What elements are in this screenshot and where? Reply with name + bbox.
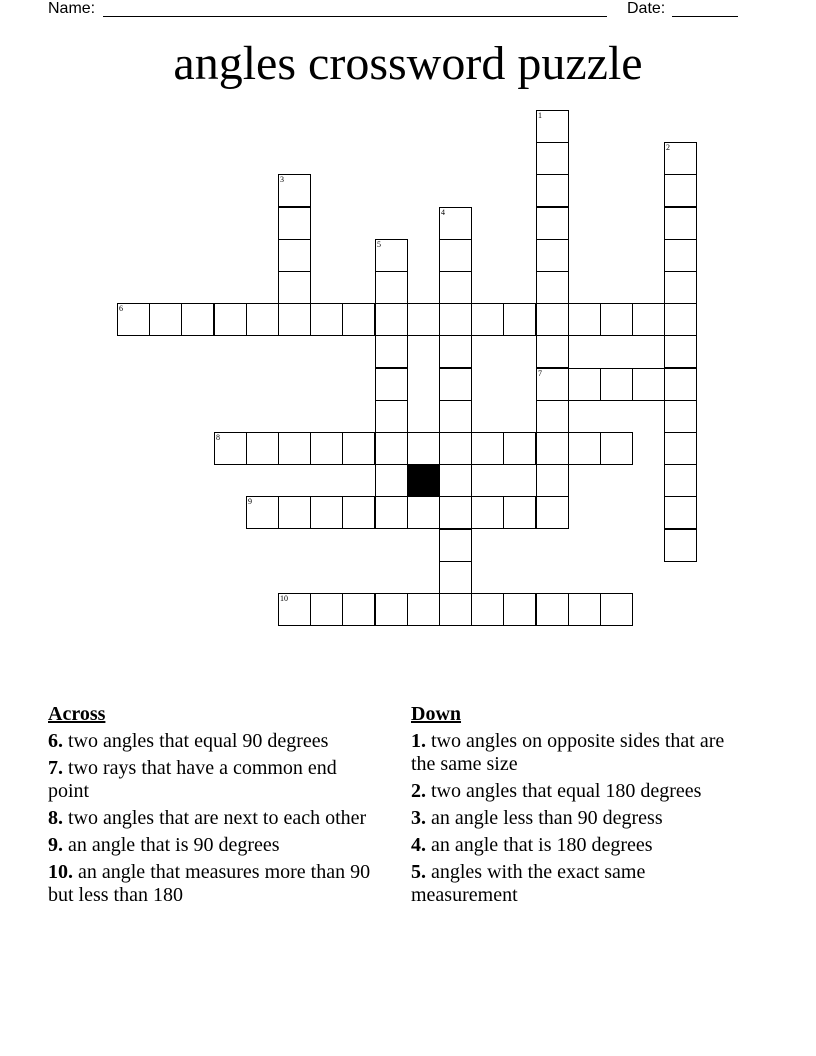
crossword-cell[interactable] bbox=[375, 303, 408, 336]
crossword-cell[interactable] bbox=[375, 464, 408, 497]
clue-text: an angle that measures more than 90 but less than 180 bbox=[48, 861, 371, 906]
clue-text: two angles on opposite sides that are the same size bbox=[411, 730, 725, 775]
clue-number-label: 4 bbox=[441, 208, 445, 217]
crossword-cell[interactable] bbox=[471, 593, 504, 626]
clue-number-label: 6 bbox=[119, 304, 123, 313]
clue-across-9 bbox=[48, 834, 378, 857]
clue-number-label: 2 bbox=[666, 143, 670, 152]
crossword-cell[interactable] bbox=[439, 593, 472, 626]
crossword-cell[interactable] bbox=[664, 529, 697, 562]
crossword-cell[interactable] bbox=[536, 496, 569, 529]
crossword-cell[interactable] bbox=[342, 593, 375, 626]
crossword-cell[interactable] bbox=[278, 432, 311, 465]
crossword-cell[interactable] bbox=[536, 110, 569, 143]
clue-text: two angles that equal 90 degrees bbox=[63, 730, 329, 752]
crossword-cell[interactable] bbox=[664, 207, 697, 240]
crossword-cell[interactable] bbox=[375, 496, 408, 529]
crossword-cell[interactable] bbox=[536, 142, 569, 175]
name-label: Name: bbox=[48, 0, 96, 17]
crossword-cell[interactable] bbox=[600, 593, 633, 626]
crossword-cell[interactable] bbox=[536, 239, 569, 272]
crossword-cell[interactable] bbox=[407, 593, 440, 626]
clue-number: 6. bbox=[48, 730, 63, 752]
crossword-cell[interactable] bbox=[503, 593, 536, 626]
crossword-cell[interactable] bbox=[664, 496, 697, 529]
crossword-cell[interactable] bbox=[568, 593, 601, 626]
clue-number: 5. bbox=[411, 861, 426, 883]
crossword-cell[interactable] bbox=[664, 142, 697, 175]
clue-text: an angle that is 180 degrees bbox=[426, 834, 653, 856]
crossword-cell[interactable] bbox=[439, 303, 472, 336]
clue-number: 10. bbox=[48, 861, 73, 883]
crossword-cell[interactable] bbox=[342, 496, 375, 529]
clue-across-10 bbox=[48, 861, 378, 907]
across-heading: Across bbox=[48, 703, 106, 725]
crossword-cell[interactable] bbox=[536, 174, 569, 207]
crossword-cell[interactable] bbox=[342, 303, 375, 336]
crossword-cell[interactable] bbox=[375, 432, 408, 465]
clue-number: 1. bbox=[411, 730, 426, 752]
crossword-cell[interactable] bbox=[278, 593, 311, 626]
crossword-cell[interactable] bbox=[536, 593, 569, 626]
clue-down-3 bbox=[411, 807, 731, 830]
crossword-cell[interactable] bbox=[600, 368, 633, 401]
crossword-cell[interactable] bbox=[503, 303, 536, 336]
crossword-cell[interactable] bbox=[278, 239, 311, 272]
crossword-cell[interactable] bbox=[439, 239, 472, 272]
crossword-cell[interactable] bbox=[600, 303, 633, 336]
clue-text: an angle that is 90 degrees bbox=[63, 834, 280, 856]
clue-text: angles with the exact same measurement bbox=[411, 861, 646, 906]
crossword-cell[interactable] bbox=[310, 303, 343, 336]
crossword-cell[interactable] bbox=[471, 303, 504, 336]
crossword-cell[interactable] bbox=[439, 432, 472, 465]
crossword-cell[interactable] bbox=[246, 303, 279, 336]
crossword-cell[interactable] bbox=[439, 368, 472, 401]
crossword-cell[interactable] bbox=[536, 271, 569, 304]
crossword-cell[interactable] bbox=[536, 464, 569, 497]
clue-number-label: 10 bbox=[280, 594, 288, 603]
clue-number: 3. bbox=[411, 807, 426, 829]
crossword-cell[interactable] bbox=[568, 303, 601, 336]
crossword-cell[interactable] bbox=[439, 271, 472, 304]
crossword-cell[interactable] bbox=[664, 174, 697, 207]
crossword-cell[interactable] bbox=[375, 368, 408, 401]
crossword-cell[interactable] bbox=[246, 496, 279, 529]
crossword-cell[interactable] bbox=[664, 432, 697, 465]
crossword-cell[interactable] bbox=[278, 496, 311, 529]
crossword-cell[interactable] bbox=[536, 432, 569, 465]
clue-text: two angles that equal 180 degrees bbox=[426, 780, 702, 802]
clue-number-label: 5 bbox=[377, 240, 381, 249]
across-clues bbox=[48, 703, 378, 911]
crossword-cell[interactable] bbox=[503, 496, 536, 529]
crossword-cell[interactable] bbox=[278, 174, 311, 207]
clue-number: 2. bbox=[411, 780, 426, 802]
crossword-cell[interactable] bbox=[439, 207, 472, 240]
crossword-cell[interactable] bbox=[310, 593, 343, 626]
crossword-cell[interactable] bbox=[214, 432, 247, 465]
crossword-cell[interactable] bbox=[117, 303, 150, 336]
crossword-cell[interactable] bbox=[246, 432, 279, 465]
crossword-cell[interactable] bbox=[375, 239, 408, 272]
blocked-cell bbox=[407, 464, 440, 497]
crossword-cell[interactable] bbox=[632, 303, 665, 336]
crossword-cell[interactable] bbox=[568, 368, 601, 401]
clue-number-label: 1 bbox=[538, 111, 542, 120]
crossword-cell[interactable] bbox=[181, 303, 214, 336]
crossword-cell[interactable] bbox=[310, 496, 343, 529]
crossword-cell[interactable] bbox=[214, 303, 247, 336]
crossword-cell[interactable] bbox=[375, 335, 408, 368]
crossword-cell[interactable] bbox=[664, 368, 697, 401]
crossword-cell[interactable] bbox=[375, 593, 408, 626]
clue-number: 9. bbox=[48, 834, 63, 856]
crossword-cell[interactable] bbox=[664, 400, 697, 433]
clue-number-label: 9 bbox=[248, 497, 252, 506]
date-label: Date: bbox=[627, 0, 666, 17]
crossword-cell[interactable] bbox=[439, 529, 472, 562]
clue-across-8 bbox=[48, 807, 378, 830]
crossword-cell[interactable] bbox=[439, 335, 472, 368]
crossword-cell[interactable] bbox=[664, 335, 697, 368]
crossword-cell[interactable] bbox=[536, 368, 569, 401]
clue-number: 8. bbox=[48, 807, 63, 829]
crossword-cell[interactable] bbox=[439, 464, 472, 497]
clue-text: two angles that are next to each other bbox=[63, 807, 367, 829]
crossword-cell[interactable] bbox=[375, 400, 408, 433]
crossword-cell[interactable] bbox=[439, 496, 472, 529]
crossword-cell[interactable] bbox=[375, 271, 408, 304]
crossword-cell[interactable] bbox=[439, 400, 472, 433]
down-clues bbox=[411, 703, 731, 911]
crossword-cell[interactable] bbox=[503, 432, 536, 465]
crossword-cell[interactable] bbox=[278, 303, 311, 336]
crossword-cell[interactable] bbox=[568, 432, 601, 465]
clue-across-7 bbox=[48, 757, 378, 803]
crossword-cell[interactable] bbox=[664, 239, 697, 272]
crossword-cell[interactable] bbox=[536, 400, 569, 433]
clue-down-2 bbox=[411, 780, 731, 803]
clue-number: 7. bbox=[48, 757, 63, 779]
crossword-cell[interactable] bbox=[342, 432, 375, 465]
crossword-cell[interactable] bbox=[471, 432, 504, 465]
page-title: angles crossword puzzle bbox=[173, 37, 643, 90]
clue-down-5 bbox=[411, 861, 731, 907]
clue-down-4 bbox=[411, 834, 731, 857]
clue-across-6 bbox=[48, 730, 378, 753]
crossword-cell[interactable] bbox=[471, 496, 504, 529]
crossword-cell[interactable] bbox=[536, 303, 569, 336]
clue-number-label: 7 bbox=[538, 369, 542, 378]
clue-text: an angle less than 90 degress bbox=[426, 807, 663, 829]
clue-number-label: 8 bbox=[216, 433, 220, 442]
clue-number: 4. bbox=[411, 834, 426, 856]
crossword-cell[interactable] bbox=[632, 368, 665, 401]
crossword-cell[interactable] bbox=[278, 207, 311, 240]
clue-number-label: 3 bbox=[280, 175, 284, 184]
down-heading: Down bbox=[411, 703, 462, 725]
crossword-cell[interactable] bbox=[310, 432, 343, 465]
clue-down-1 bbox=[411, 730, 731, 776]
crossword-cell[interactable] bbox=[407, 496, 440, 529]
crossword-cell[interactable] bbox=[536, 207, 569, 240]
crossword-cell[interactable] bbox=[278, 271, 311, 304]
crossword-cell[interactable] bbox=[664, 271, 697, 304]
crossword-cell[interactable] bbox=[664, 303, 697, 336]
crossword-cell[interactable] bbox=[439, 561, 472, 594]
crossword-cell[interactable] bbox=[664, 464, 697, 497]
crossword-cell[interactable] bbox=[149, 303, 182, 336]
crossword-cell[interactable] bbox=[600, 432, 633, 465]
crossword-cell[interactable] bbox=[407, 432, 440, 465]
crossword-cell[interactable] bbox=[536, 335, 569, 368]
crossword-cell[interactable] bbox=[407, 303, 440, 336]
clue-text: two rays that have a common end point bbox=[48, 757, 337, 802]
